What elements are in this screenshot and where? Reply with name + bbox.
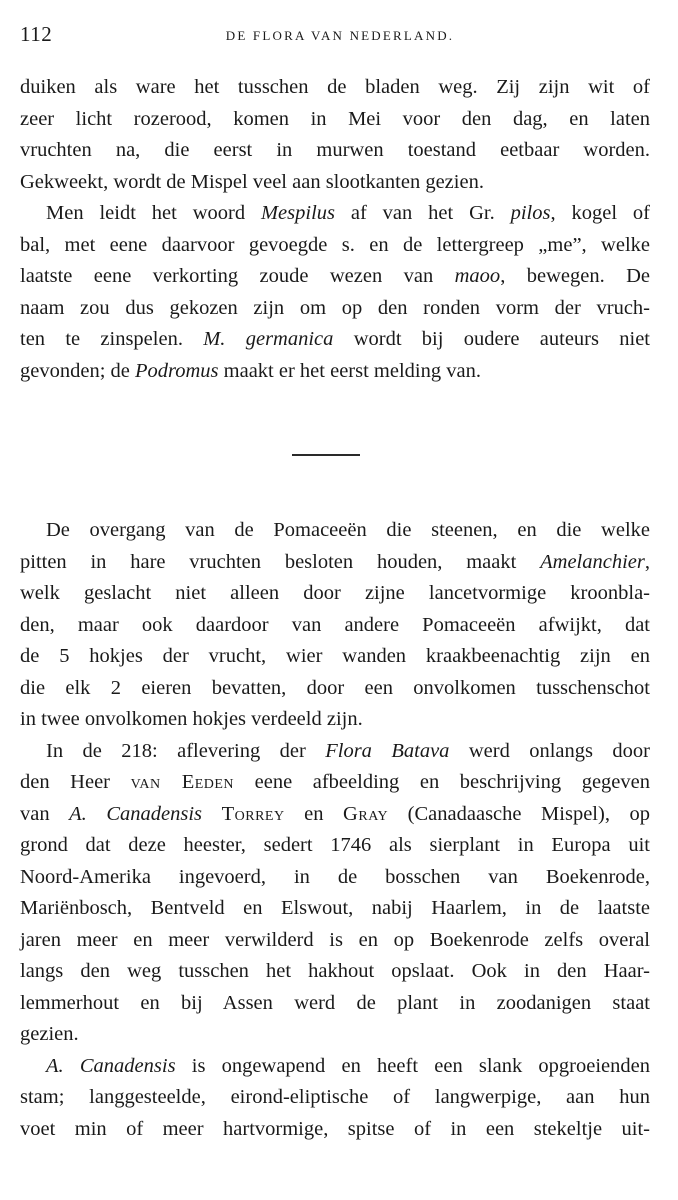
text-line: die elk 2 eieren bevatten, door een onvolkomen tusschenschot [20,676,650,699]
text-line: duiken als ware het tusschen de bladen weg. Zij zijn wit of [20,76,650,98]
text-line: de 5 hokjes der vrucht, wier wanden kraakbeenachtig zijn en [20,645,650,667]
text-line: naam zou dus gekozen zijn om op den ronden vorm der vruch- [20,296,650,319]
text-line: Mariënbosch, Bentveld en Elswout, nabij Haarlem, in de laatste [20,897,650,919]
text-line: gezien. [20,1023,79,1045]
text-line: voet min of meer hartvormige, spitse of in een stekeltje uit- [20,1117,650,1140]
text-line: grond dat deze heester, sedert 1746 als sierplant in Europa uit [20,834,650,856]
text-line: stam; langgesteelde, eirond-eliptische of langwerpige, aan hun [20,1086,650,1108]
text-line: laatste eene verkorting zoude wezen van maoo, bewegen. De [20,265,650,287]
page-header [20,22,660,52]
paragraph-block-amelanchier [20,515,650,1145]
page-number: 112 [20,22,53,46]
text-line: Gekweekt, wordt de Mispel veel aan slootkanten gezien. [20,170,484,193]
text-line: zeer licht rozerood, komen in Mei voor den dag, en laten [20,107,650,130]
text-line: langs den weg tusschen het hakhout opslaat. Ook in den Haar- [20,960,650,982]
text-line: bal, met eene daarvoor gevoegde s. en de lettergreep „me”, welke [20,233,650,256]
text-line: gevonden; de Podromus maakt er het eerst melding van. [20,359,481,382]
text-line: vruchten na, die eerst in murwen toestand eetbaar worden. [20,139,650,161]
text-line: welk geslacht niet alleen door zijne lancetvormige kroonbla- [20,582,650,604]
section-divider [292,454,360,456]
text-line: lemmerhout en bij Assen werd de plant in zoodanigen staat [20,991,650,1014]
text-line: A. Canadensis is ongewapend en heeft een slank opgroeienden [46,1054,650,1077]
text-line: Noord-Amerika ingevoerd, in de bosschen van Boekenrode, [20,865,650,888]
text-line: Men leidt het woord Mespilus af van het Gr. pilos, kogel of [46,202,650,224]
text-line: van A. Canadensis Torrey en Gray (Canadaasche Mispel), op [20,802,651,825]
running-title: DE FLORA VAN NEDERLAND. [225,28,455,43]
text-line: den Heer van Eeden eene afbeelding en beschrijving gegeven [20,771,650,793]
text-line: pitten in hare vruchten besloten houden, maakt Amelanchier, [20,550,650,573]
text-line: jaren meer en meer verwilderd is en op Boekenrode zelfs overal [20,928,650,951]
text-line: In de 218: aflevering der Flora Batava werd onlangs door [46,739,651,762]
text-line: in twee onvolkomen hokjes verdeeld zijn. [20,708,363,730]
text-line: De overgang van de Pomaceeën die steenen, en die welke [46,519,650,541]
text-line: ten te zinspelen. M. germanica wordt bij oudere auteurs niet [20,328,650,350]
text-line: den, maar ook daardoor van andere Pomaceeën afwijkt, dat [20,613,650,636]
paragraph-block-mespilus [20,72,650,387]
